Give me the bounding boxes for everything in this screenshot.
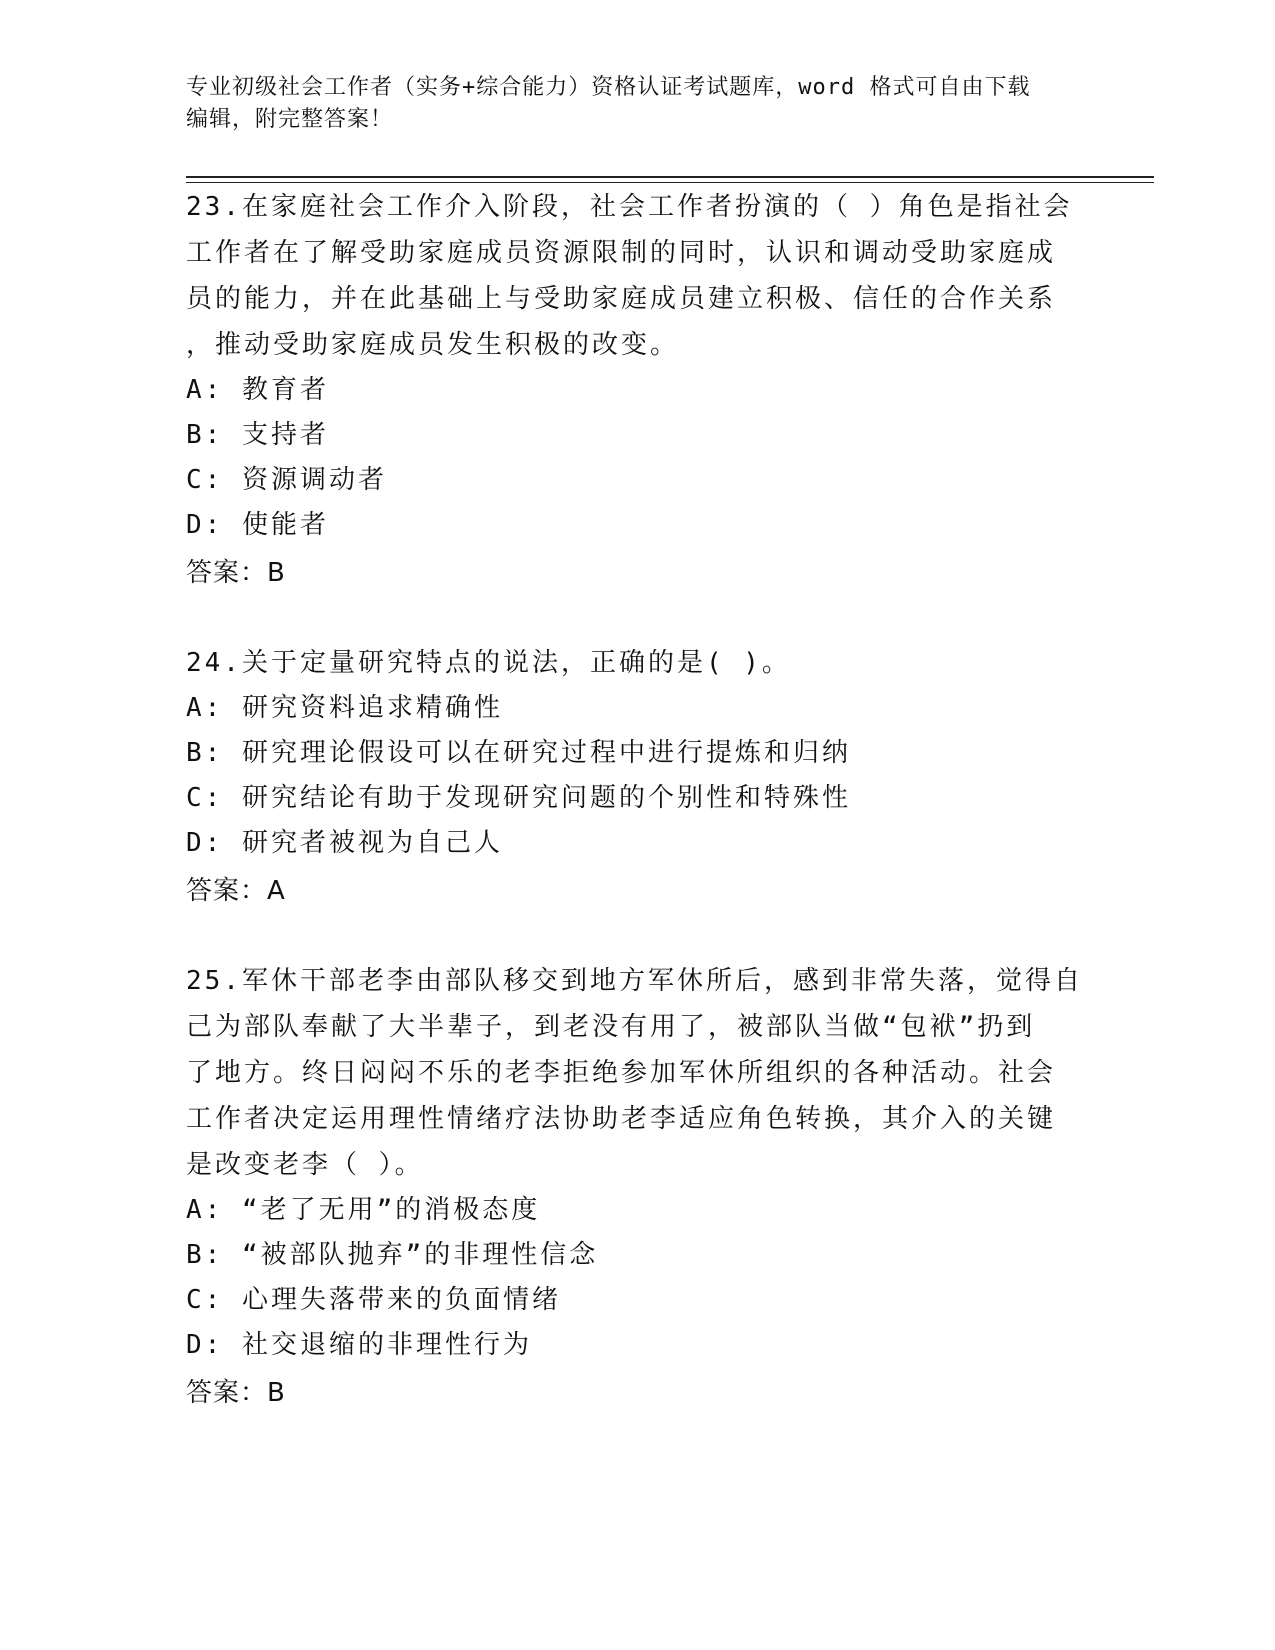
question-stem-line: 工作者在了解受助家庭成员资源限制的同时，认识和调动受助家庭成 xyxy=(186,238,1057,268)
option-d: D: 社交退缩的非理性行为 xyxy=(186,1330,532,1360)
option-c: C: 研究结论有助于发现研究问题的个别性和特殊性 xyxy=(186,783,851,813)
option-c: C: 心理失落带来的负面情绪 xyxy=(186,1285,561,1315)
header-rule-thick xyxy=(186,176,1154,178)
option-b: B: 支持者 xyxy=(186,420,329,450)
question-stem-line: 员的能力，并在此基础上与受助家庭成员建立积极、信任的合作关系 xyxy=(186,284,1057,314)
option-a: A: “老了无用”的消极态度 xyxy=(186,1195,541,1225)
answer: 答案：B xyxy=(186,558,286,588)
question-stem-line: 己为部队奉献了大半辈子，到老没有用了，被部队当做“包袱”扔到 xyxy=(186,1012,1036,1042)
question-23 xyxy=(186,184,1086,596)
option-d: D: 研究者被视为自己人 xyxy=(186,828,503,858)
question-24 xyxy=(186,640,1086,914)
option-a: A: 研究资料追求精确性 xyxy=(186,693,503,723)
question-stem-line: 23.在家庭社会工作介入阶段，社会工作者扮演的（ ）角色是指社会 xyxy=(186,192,1073,222)
option-d: D: 使能者 xyxy=(186,510,329,540)
document-header xyxy=(186,72,1086,136)
question-stem-line: 24.关于定量研究特点的说法，正确的是( )。 xyxy=(186,648,791,678)
question-25 xyxy=(186,958,1086,1416)
header-line-1: 专业初级社会工作者（实务+综合能力）资格认证考试题库，word 格式可自由下载 xyxy=(186,75,1031,100)
header-rule-thin xyxy=(186,182,1154,183)
option-c: C: 资源调动者 xyxy=(186,465,387,495)
question-stem-line: 了地方。终日闷闷不乐的老李拒绝参加军休所组织的各种活动。社会 xyxy=(186,1058,1057,1088)
option-b: B: 研究理论假设可以在研究过程中进行提炼和归纳 xyxy=(186,738,851,768)
option-b: B: “被部队抛弃”的非理性信念 xyxy=(186,1240,599,1270)
question-stem-line: 是改变老李（ ）。 xyxy=(186,1150,424,1180)
question-stem-line: 25.军休干部老李由部队移交到地方军休所后，感到非常失落，觉得自 xyxy=(186,966,1083,996)
header-line-2: 编辑，附完整答案！ xyxy=(186,107,394,132)
option-a: A: 教育者 xyxy=(186,375,329,405)
answer: 答案：B xyxy=(186,1378,286,1408)
question-stem-line: ，推动受助家庭成员发生积极的改变。 xyxy=(186,330,680,360)
answer: 答案：A xyxy=(186,876,286,906)
question-stem-line: 工作者决定运用理性情绪疗法协助老李适应角色转换，其介入的关键 xyxy=(186,1104,1057,1134)
